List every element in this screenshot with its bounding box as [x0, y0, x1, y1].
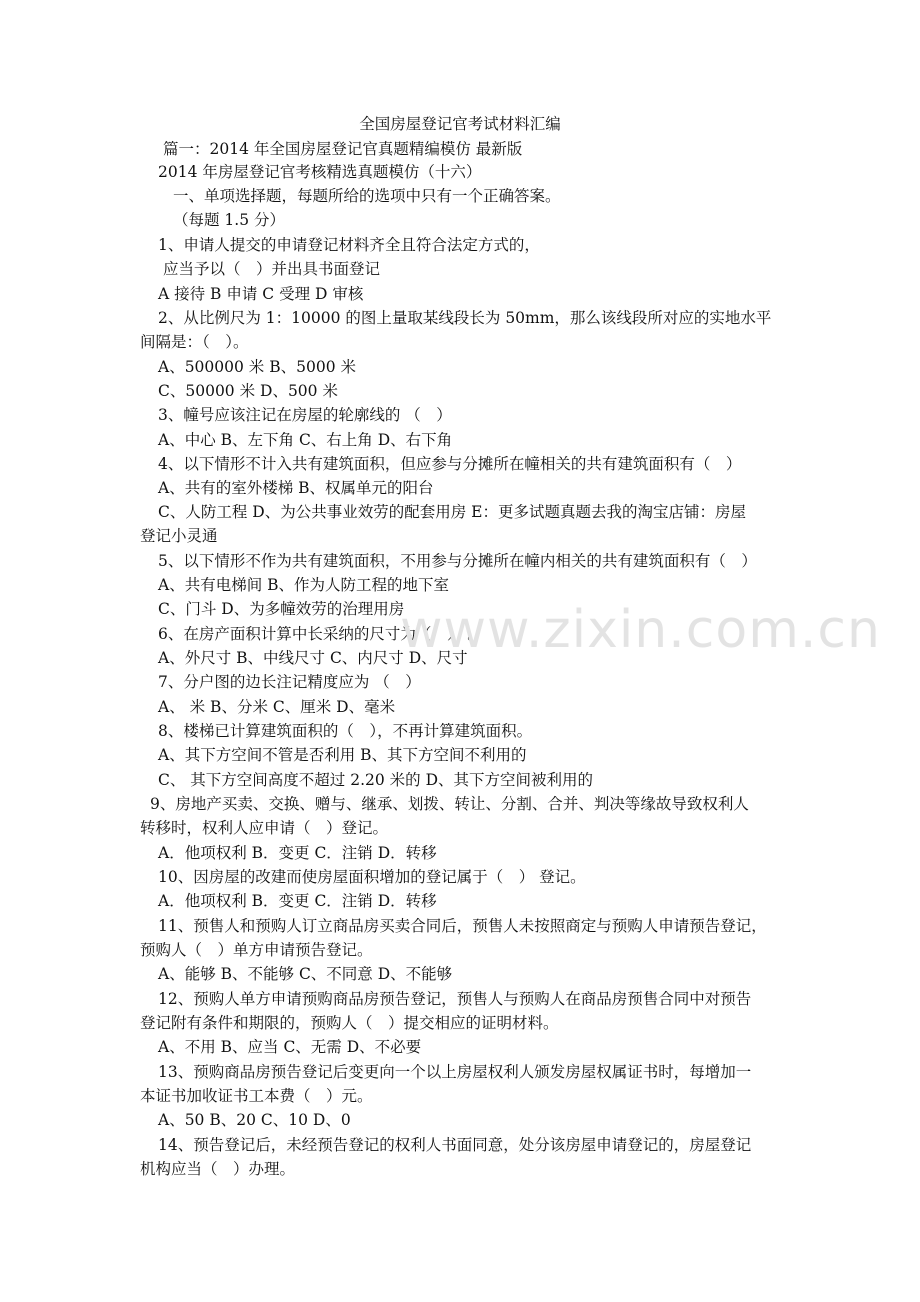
document-line: C、50000 米 D、500 米 [158, 382, 338, 400]
document-line: C、门斗 D、为多幢效劳的治理用房 [158, 600, 405, 618]
document-line: 2、从比例尺为 1：10000 的图上量取某线段长为 50mm，那么该线段所对应的实地水平 [158, 309, 772, 327]
document-line: A、中心 B、左下角 C、右上角 D、右下角 [158, 431, 453, 449]
document-line: 7、分户图的边长注记精度应为 （ ） [158, 673, 421, 691]
document-line: 间隔是：（ ）。 [140, 333, 249, 351]
document-line: 登记小灵通 [140, 527, 218, 545]
document-line: C、人防工程 D、为公共事业效劳的配套用房 E：更多试题真题去我的淘宝店铺：房屋 [158, 503, 746, 521]
document-line: 1、申请人提交的申请登记材料齐全且符合法定方式的， [158, 236, 540, 254]
document-line: 机构应当（ ）办理。 [140, 1160, 296, 1178]
document-line: 篇一：2014 年全国房屋登记官真题精编模仿 最新版 [163, 140, 523, 158]
document-line: 14、预告登记后，未经预告登记的权利人书面同意，处分该房屋申请登记的，房屋登记 [158, 1136, 752, 1154]
document-line: 一、单项选择题，每题所给的选项中只有一个正确答案。 [173, 187, 561, 205]
document-line: 10、因房屋的改建而使房屋面积增加的登记属于（ ） 登记。 [158, 868, 586, 886]
document-line: A、共有电梯间 B、作为人防工程的地下室 [158, 576, 450, 594]
document-line: 4、以下情形不计入共有建筑面积，但应参与分摊所在幢相关的共有建筑面积有（ ） [158, 455, 742, 473]
document-line: （每题 1.5 分） [173, 211, 286, 229]
document-line: 3、幢号应该注记在房屋的轮廓线的 （ ） [158, 406, 452, 424]
document-line: 转移时，权利人应申请（ ）登记。 [140, 819, 389, 837]
document-line: 8、楼梯已计算建筑面积的（ ），不再计算建筑面积。 [158, 722, 533, 740]
document-line: A、50 B、20 C、10 D、0 [158, 1111, 351, 1129]
document-line: A、外尺寸 B、中线尺寸 C、内尺寸 D、尺寸 [158, 649, 468, 667]
document-line: 预购人（ ）单方申请预告登记。 [140, 941, 373, 959]
document-line: 13、预购商品房预告登记后变更向一个以上房屋权利人颁发房屋权属证书时，每增加一 [158, 1063, 752, 1081]
document-line: 9、房地产买卖、交换、赠与、继承、划拨、转让、分割、合并、判决等缘故导致权利人 [150, 795, 749, 813]
document-line: 应当予以（ ）并出具书面登记 [163, 260, 381, 278]
watermark: www.zixin.com.cn [400, 600, 881, 660]
document-line: 本证书加收证书工本费（ ）元。 [140, 1087, 373, 1105]
document-line: A 接待 B 申请 C 受理 D 审核 [158, 285, 364, 303]
document-line: 12、预购人单方申请预购商品房预告登记，预售人与预购人在商品房预售合同中对预告 [158, 990, 752, 1008]
document-line: A、能够 B、不能够 C、不同意 D、不能够 [158, 965, 453, 983]
document-line: 2014 年房屋登记官考核精选真题模仿（十六） [158, 163, 482, 181]
document-title: 全国房屋登记官考试材料汇编 [359, 115, 561, 133]
document-line: A、 米 B、分米 C、厘米 D、毫米 [158, 698, 396, 716]
document-line: A．他项权利 B．变更 C．注销 D．转移 [158, 892, 437, 910]
document-line: 登记附有条件和期限的，预购人（ ）提交相应的证明材料。 [140, 1014, 559, 1032]
document-line: A、共有的室外楼梯 B、权属单元的阳台 [158, 479, 434, 497]
document-line: 5、以下情形不作为共有建筑面积，不用参与分摊所在幢内相关的共有建筑面积有（ ） [158, 552, 757, 570]
document-line: C、 其下方空间高度不超过 2.20 米的 D、其下方空间被利用的 [158, 771, 594, 789]
document-line: A、不用 B、应当 C、无需 D、不必要 [158, 1038, 422, 1056]
document-line: A．他项权利 B．变更 C．注销 D．转移 [158, 844, 437, 862]
document-line: 6、在房产面积计算中长采纳的尺寸为（ ） 。 [158, 625, 483, 643]
document-line: 11、预售人和预购人订立商品房买卖合同后，预售人未按照商定与预购人申请预告登记， [158, 917, 767, 935]
document-line: A、500000 米 B、5000 米 [158, 358, 356, 376]
document-line: A、其下方空间不管是否利用 B、其下方空间不利用的 [158, 746, 527, 764]
